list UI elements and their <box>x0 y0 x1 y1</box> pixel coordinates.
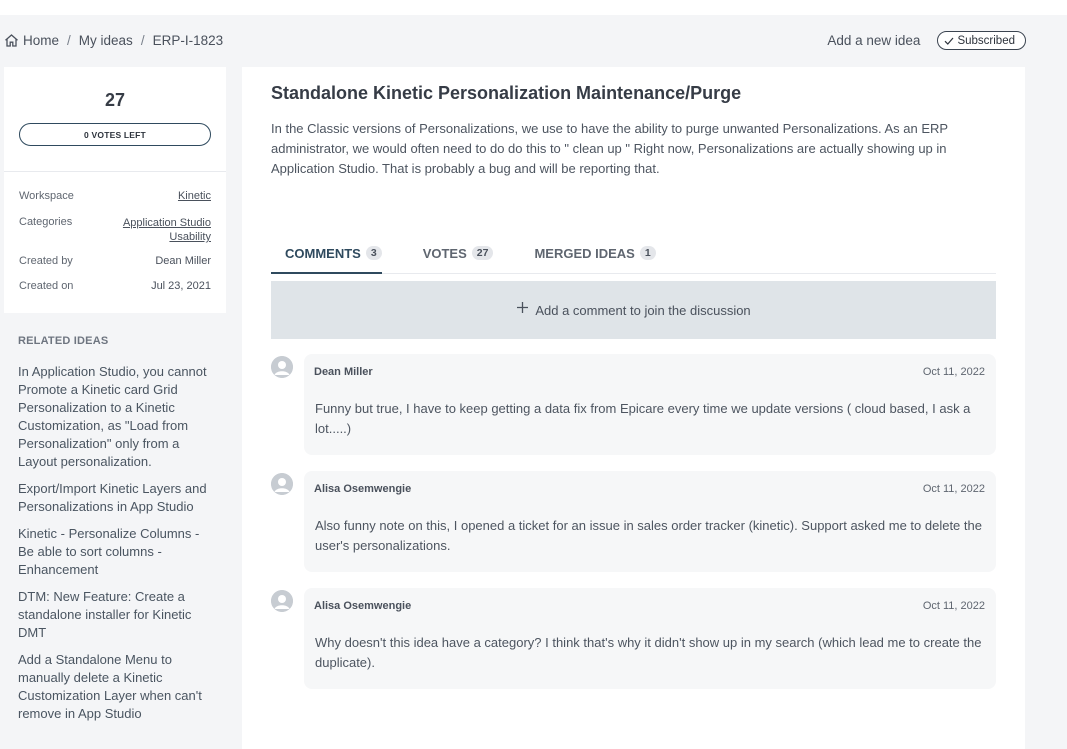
avatar <box>271 473 293 495</box>
related-idea-link[interactable]: DTM: New Feature: Create a standalone installer for Kinetic DMT <box>18 589 192 640</box>
tab-count-badge: 3 <box>366 246 382 260</box>
workspace-link[interactable]: Kinetic <box>177 190 211 202</box>
tab-merged-ideas[interactable] <box>520 246 655 274</box>
breadcrumb-separator: / <box>67 32 71 48</box>
tab-label: MERGED IDEAS <box>534 246 635 261</box>
plus-icon <box>516 301 529 319</box>
add-comment-button[interactable] <box>271 281 996 339</box>
home-icon[interactable] <box>4 33 19 48</box>
category-link[interactable]: Usability <box>169 231 211 243</box>
related-idea-link[interactable]: Kinetic - Personalize Columns - Be able to sort columns - Enhancement <box>18 526 200 577</box>
vote-card <box>4 67 226 313</box>
add-new-idea-link[interactable]: Add a new idea <box>827 33 921 48</box>
subscribed-label: Subscribed <box>957 34 1015 47</box>
avatar <box>271 356 293 378</box>
comment-box <box>304 354 996 455</box>
related-idea-link[interactable]: Export/Import Kinetic Layers and Personalizations in App Studio <box>18 481 207 514</box>
comment-box <box>304 471 996 572</box>
meta-label: Categories <box>19 216 73 228</box>
tab-label: COMMENTS <box>285 246 361 261</box>
idea-panel <box>242 67 1025 749</box>
tab-comments[interactable] <box>271 246 382 274</box>
category-link[interactable]: Application Studio <box>122 217 211 229</box>
comment-box <box>304 588 996 689</box>
breadcrumb-separator: / <box>140 32 145 48</box>
top-bar <box>0 0 1067 15</box>
breadcrumb-current: ERP-I-1823 <box>152 32 224 48</box>
comment-body: Funny but true, I have to keep getting a data fix from Epicare every time we update versions ( cloud based, I ask a lot.....) <box>315 401 971 436</box>
votes-left-button[interactable]: 0 VOTES LEFT <box>19 123 211 146</box>
breadcrumb-my-ideas-link[interactable]: My ideas <box>78 32 133 48</box>
related-ideas-title: RELATED IDEAS <box>18 335 109 347</box>
comment-date: Oct 11, 2022 <box>922 483 985 495</box>
avatar <box>271 590 293 612</box>
meta-label: Created by <box>19 255 73 267</box>
comment-author[interactable]: Dean Miller <box>314 366 373 378</box>
check-icon <box>944 36 954 46</box>
comment-author[interactable]: Alisa Osemwengie <box>314 600 412 612</box>
meta-label: Workspace <box>19 190 74 202</box>
meta-categories <box>19 216 211 244</box>
divider <box>4 171 226 172</box>
tab-votes[interactable] <box>409 246 494 274</box>
vote-count: 27 <box>104 90 126 110</box>
breadcrumb-home-link[interactable]: Home <box>23 32 60 48</box>
related-ideas-list <box>18 363 218 732</box>
comment-body: Why doesn't this idea have a category? I think that's why it didn't show up in my search (which lead me to create the duplicate). <box>315 635 982 670</box>
comment-date: Oct 11, 2022 <box>922 366 985 378</box>
created-by-value: Dean Miller <box>155 255 211 267</box>
related-idea-link[interactable]: In Application Studio, you cannot Promote a Kinetic card Grid Personalization to a Kinetic Customization, as "Load from Personalization" only from a Layout personalization. <box>18 364 207 469</box>
related-idea-link[interactable]: Add a Standalone Menu to manually delete a Kinetic Customization Layer when can't remove in App Studio <box>18 652 202 721</box>
subscribed-button[interactable] <box>937 31 1026 50</box>
category-links <box>123 216 211 244</box>
comment-body: Also funny note on this, I opened a ticket for an issue in sales order tracker (kinetic). Support asked me to delete the user's personalizations. <box>315 518 982 553</box>
meta-workspace <box>19 190 211 202</box>
header-actions <box>827 31 1026 50</box>
meta-created-on <box>19 280 211 292</box>
tab-label: VOTES <box>422 246 467 261</box>
tab-bar <box>271 246 996 274</box>
tab-count-badge: 1 <box>640 246 656 260</box>
meta-label: Created on <box>19 280 74 292</box>
breadcrumb <box>4 31 223 49</box>
idea-title: Standalone Kinetic Personalization Maintenance/Purge <box>271 83 742 103</box>
comment-date: Oct 11, 2022 <box>922 600 985 612</box>
meta-created-by <box>19 255 211 267</box>
comment-author[interactable]: Alisa Osemwengie <box>314 483 412 495</box>
tab-count-badge: 27 <box>472 246 494 260</box>
created-on-value: Jul 23, 2021 <box>151 280 211 292</box>
idea-description: In the Classic versions of Personalizations, we use to have the ability to purge unwanted Personalizations. As an ERP administrator, we would often need to do do this to " clean up " Right now, Personalizations are actually showing up in Application Studio. That is probably a bug and will be reporting that. <box>271 121 948 176</box>
add-comment-label: Add a comment to join the discussion <box>535 302 751 318</box>
